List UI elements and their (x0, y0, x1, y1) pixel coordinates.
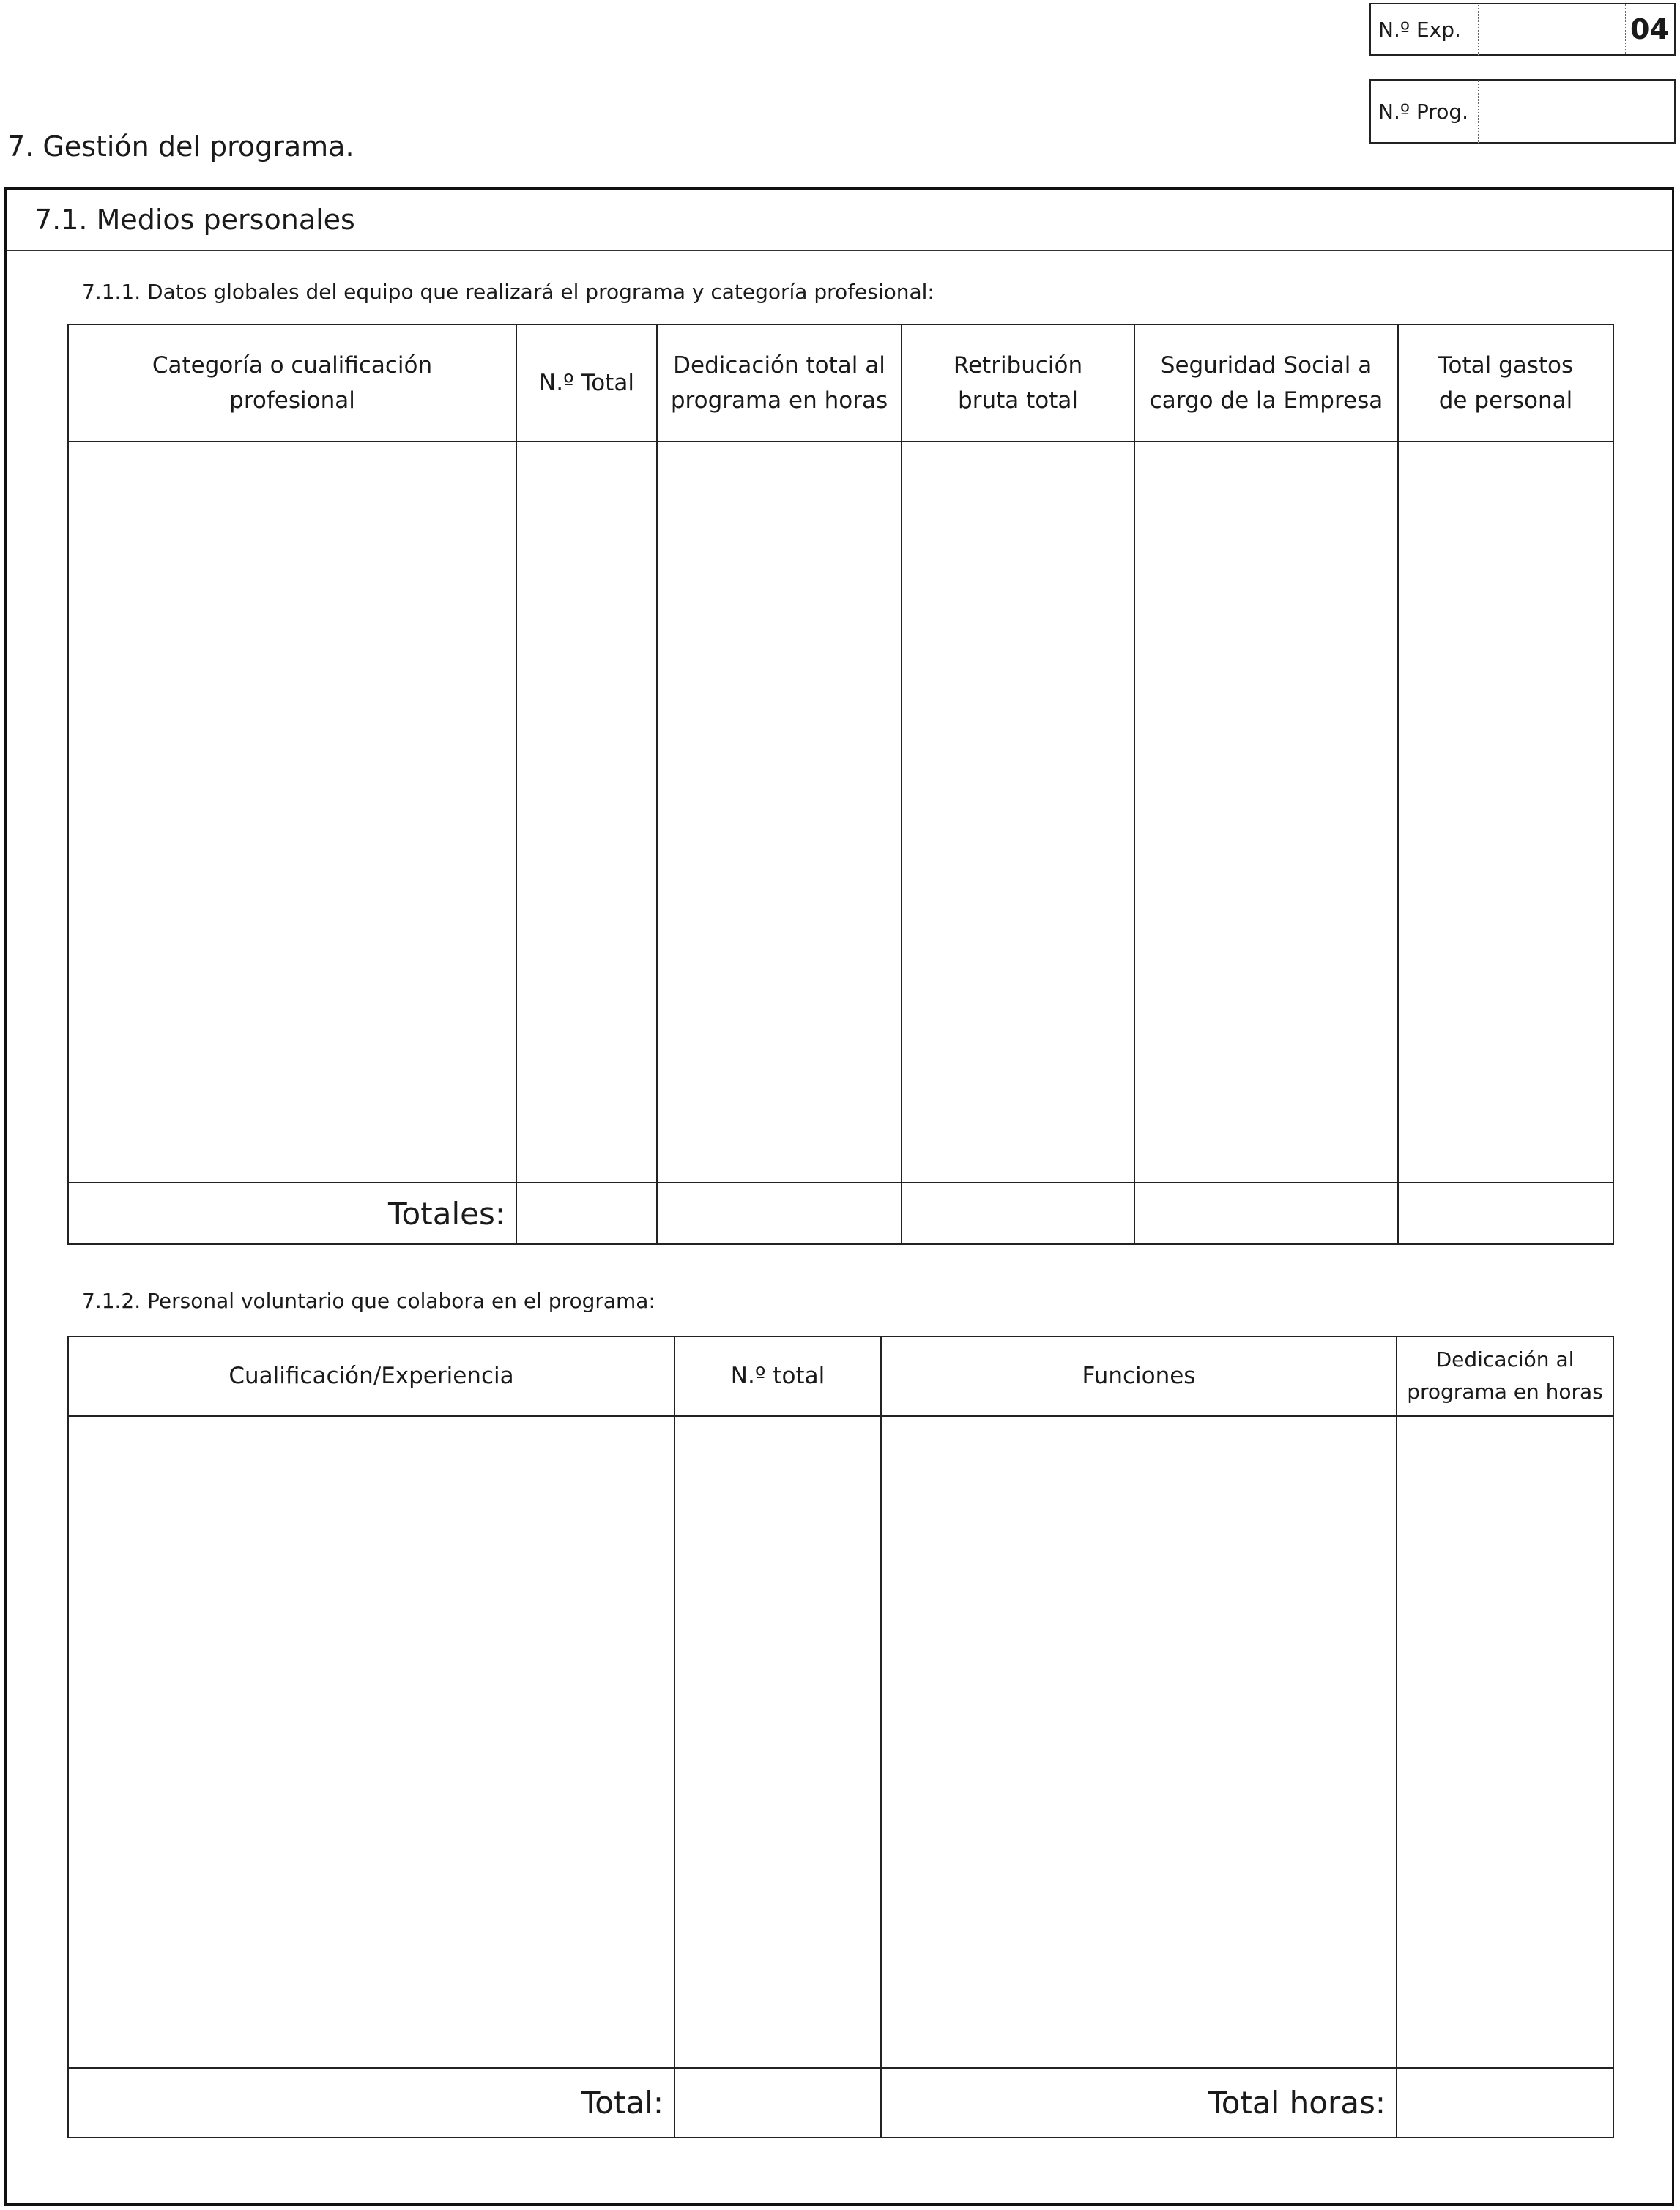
cell-social-security[interactable] (1134, 442, 1398, 1183)
cell-qualification[interactable] (68, 1416, 674, 2069)
total-gross-pay-field[interactable] (902, 1183, 1134, 1244)
total-cost-field[interactable] (1398, 1183, 1613, 1244)
table-row (68, 442, 1613, 1183)
table1-label: 7.1.1. Datos globales del equipo que realizará el programa y categoría profesional: (82, 280, 934, 304)
col-header-dedication-hours: Dedicación al programa en horas (1397, 1336, 1613, 1416)
col-header-hours: Dedicación total al programa en horas (657, 324, 902, 442)
cell-hours[interactable] (657, 442, 902, 1183)
total-label: Total: (68, 2068, 674, 2138)
prog-number-label: N.º Prog. (1369, 79, 1479, 144)
col-header-qualification: Cualificación/Experiencia (68, 1336, 674, 1416)
cell-dedication-hours[interactable] (1397, 1416, 1613, 2069)
cell-category[interactable] (68, 442, 516, 1183)
col-header-gross-pay: Retribución bruta total (902, 324, 1134, 442)
table2-label: 7.1.2. Personal voluntario que colabora en el programa: (82, 1289, 655, 1313)
col-header-total-cost: Total gastos de personal (1398, 324, 1613, 442)
exp-number-field[interactable] (1478, 3, 1676, 56)
total-hours-field[interactable] (1397, 2068, 1613, 2138)
exp-number-value (1482, 7, 1628, 51)
cell-gross-pay[interactable] (902, 442, 1134, 1183)
cell-total-count[interactable] (516, 442, 657, 1183)
volunteer-table (67, 1336, 1614, 2138)
totals-row (68, 1183, 1613, 1244)
total-volunteers-field[interactable] (674, 2068, 881, 2138)
exp-number-label: N.º Exp. (1369, 3, 1479, 56)
col-header-functions: Funciones (881, 1336, 1397, 1416)
col-header-social-security: Seguridad Social a cargo de la Empresa (1134, 324, 1398, 442)
table-row (68, 1416, 1613, 2069)
cell-total[interactable] (674, 1416, 881, 2069)
exp-code: 04 (1625, 4, 1673, 54)
subsection-title: 7.1. Medios personales (7, 190, 1672, 251)
cell-total-cost[interactable] (1398, 442, 1613, 1183)
totals-label: Totales: (68, 1183, 516, 1244)
section-title: 7. Gestión del programa. (7, 130, 354, 163)
prog-number-value (1484, 88, 1668, 135)
total-social-security-field[interactable] (1134, 1183, 1398, 1244)
total-row (68, 2068, 1613, 2138)
total-hours-field[interactable] (657, 1183, 902, 1244)
prog-number-field[interactable] (1478, 79, 1676, 144)
col-header-total-count: N.º Total (516, 324, 657, 442)
personnel-table (67, 324, 1614, 1245)
cell-functions[interactable] (881, 1416, 1397, 2069)
col-header-total: N.º total (674, 1336, 881, 1416)
total-hours-label: Total horas: (881, 2068, 1397, 2138)
total-count-field[interactable] (516, 1183, 657, 1244)
col-header-category: Categoría o cualificación profesional (68, 324, 516, 442)
